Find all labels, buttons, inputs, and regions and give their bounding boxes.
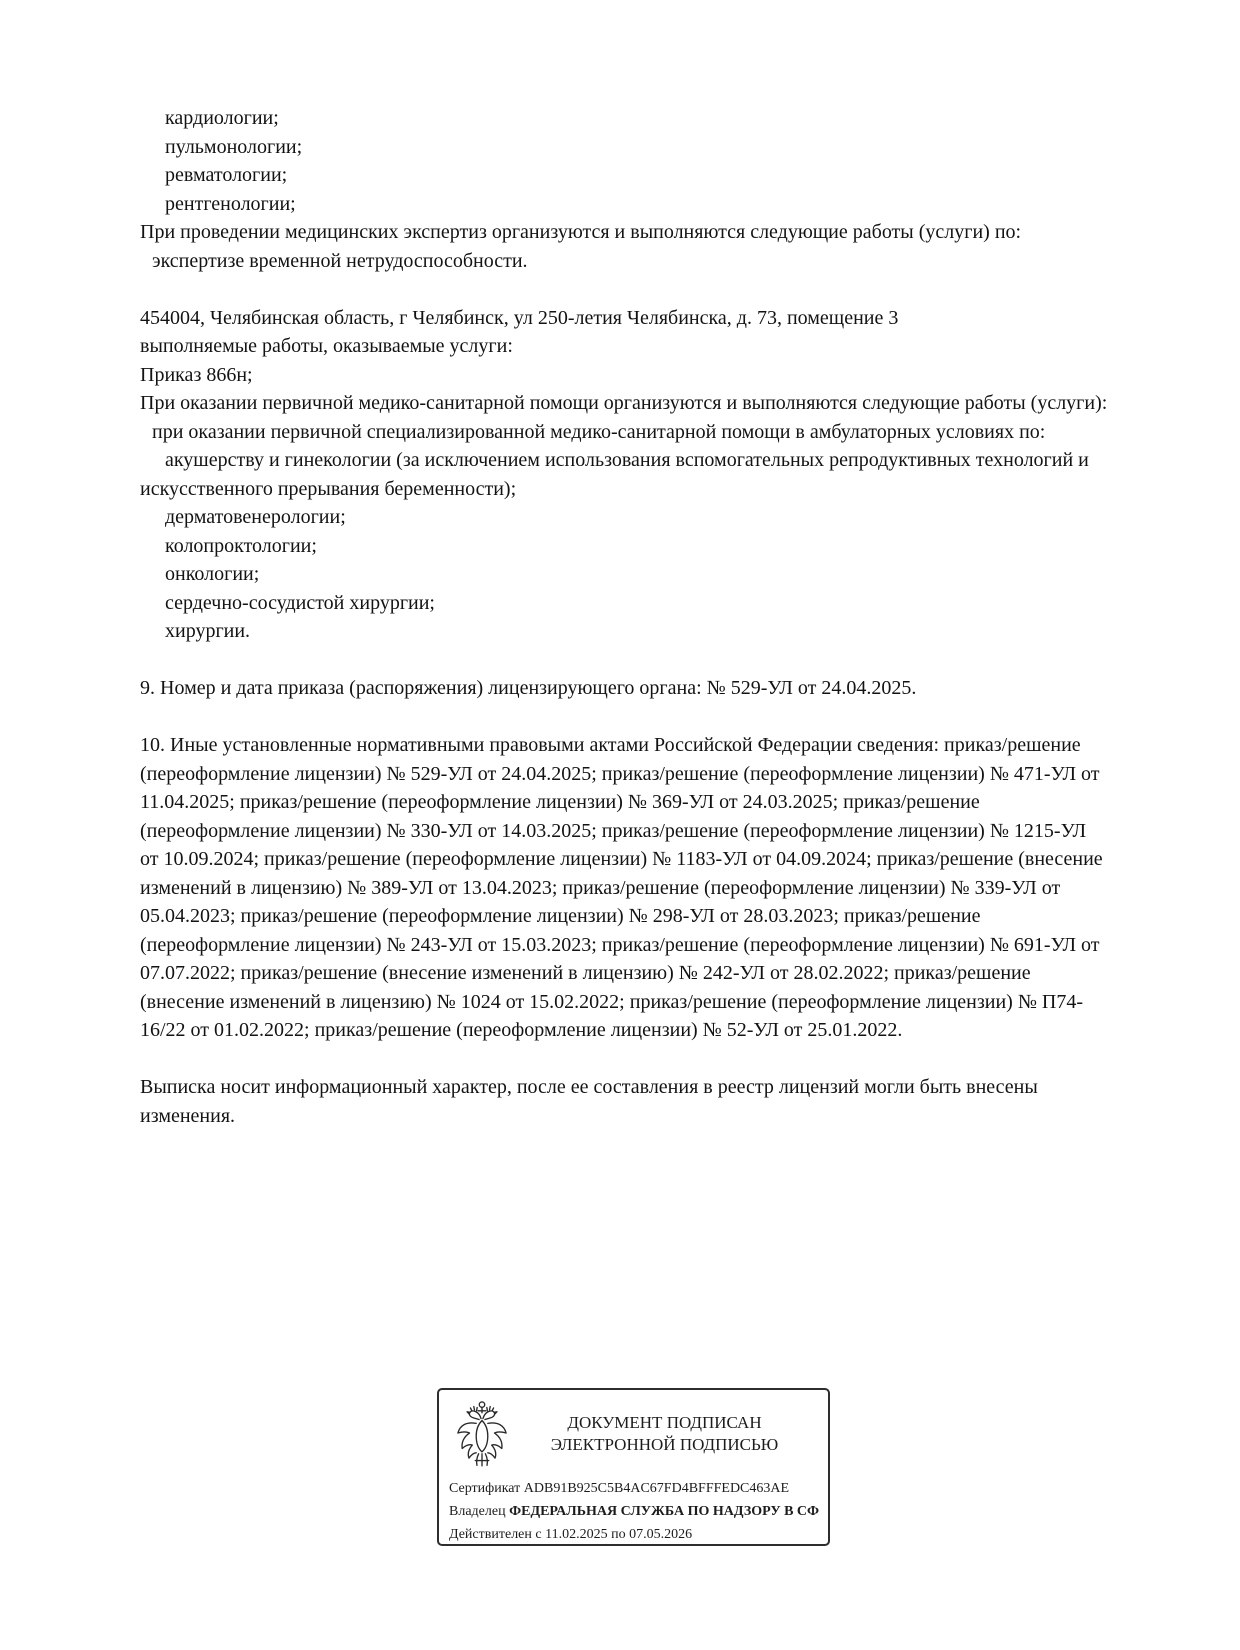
address-line: 454004, Челябинская область, г Челябинск, ул 250-летия Челябинска, д. 73, помещение 3 bbox=[140, 306, 899, 329]
stamp-title-line2: ЭЛЕКТРОННОЙ ПОДПИСЬЮ bbox=[550, 1435, 779, 1454]
specialty-item-surgery: хирургии. bbox=[165, 620, 251, 642]
blank-line bbox=[140, 703, 1108, 732]
document-body bbox=[140, 104, 1108, 1130]
double-headed-eagle-icon bbox=[453, 1398, 511, 1470]
validity-line: Действителен с 11.02.2025 по 07.05.2026 bbox=[449, 1527, 693, 1542]
specialty-item-cardiovascular-surgery: сердечно-сосудистой хирургии; bbox=[165, 591, 435, 614]
specialty-item-pulmonology: пульмонологии; bbox=[165, 135, 303, 158]
stamp-details bbox=[439, 1472, 828, 1546]
specialty-item-cardiology: кардиологии; bbox=[165, 107, 279, 129]
owner-value: ФЕДЕРАЛЬНАЯ СЛУЖБА ПО НАДЗОРУ В СФ bbox=[509, 1504, 820, 1519]
specialty-item-rheumatology: ревматологии; bbox=[165, 164, 288, 186]
order-866n-line: Приказ 866н; bbox=[140, 363, 253, 386]
stamp-title-line1: ДОКУМЕНТ ПОДПИСАН bbox=[567, 1413, 762, 1432]
stamp-header bbox=[439, 1390, 828, 1472]
specialty-item-coloproctology: колопроктологии; bbox=[165, 534, 317, 557]
blank-line bbox=[140, 646, 1108, 675]
certificate-label: Сертификат bbox=[449, 1481, 521, 1496]
blank-line bbox=[140, 275, 1108, 304]
disclaimer-paragraph: Выписка носит информационный характер, после ее составления в реестр лицензий могли быть внесены изменения. bbox=[140, 1076, 1038, 1127]
specialty-item-obstetrics-gynecology: акушерству и гинекологии (за исключением использования вспомогательных репродуктивных технологий и искусственного прерывания беременности); bbox=[140, 449, 1089, 500]
section-10-other-information-paragraph: 10. Иные установленные нормативными правовыми актами Российской Федерации сведения: приказ/решение (переоформление лицензии) № 529-УЛ от 24.04.2025; приказ/решение (переоформление лицензии) № 471-УЛ от 11.04.2025; приказ/решение (переоформление лицензии) № 369-УЛ от 24.03.2025; приказ/решение (переоформление лицензии) № 330-УЛ от 14.03.2025; приказ/решение (переоформление лицензии) № 1215-УЛ от 10.09.2024; приказ/решение (переоформление лицензии) № 1183-УЛ от 04.09.2024; приказ/решение (внесение изменений в лицензию) № 389-УЛ от 13.04.2023; приказ/решение (переоформление лицензии) № 339-УЛ от 05.04.2023; приказ/решение (переоформление лицензии) № 298-УЛ от 28.03.2023; приказ/решение (переоформление лицензии) № 243-УЛ от 15.03.2023; приказ/решение (переоформление лицензии) № 691-УЛ от 07.07.2022; приказ/решение (внесение изменений в лицензию) № 242-УЛ от 28.02.2022; приказ/решение (внесение изменений в лицензию) № 1024 от 15.02.2022; приказ/решение (переоформление лицензии) № П74-16/22 от 01.02.2022; приказ/решение (переоформление лицензии) № 52-УЛ от 25.01.2022. bbox=[140, 734, 1103, 1041]
specialty-item-oncology: онкологии; bbox=[165, 563, 260, 585]
section-9-order-number-line: 9. Номер и дата приказа (распоряжения) лицензирующего органа: № 529-УЛ от 24.04.2025. bbox=[140, 677, 917, 699]
specialty-item-dermatovenerology: дерматовенерологии; bbox=[165, 506, 346, 528]
paragraph-medical-expertise-intro: При проведении медицинских экспертиз организуются и выполняются следующие работы (услуги) по: bbox=[140, 221, 1022, 243]
electronic-signature-stamp bbox=[437, 1388, 830, 1546]
owner-label: Владелец bbox=[449, 1504, 506, 1519]
paragraph-specialized-outpatient-care: при оказании первичной специализированной медико-санитарной помощи в амбулаторных условиях по: bbox=[152, 420, 1046, 443]
stamp-title bbox=[511, 1412, 818, 1456]
certificate-line bbox=[449, 1477, 826, 1500]
paragraph-primary-care-intro: При оказании первичной медико-санитарной помощи организуются и выполняются следующие работы (услуги): bbox=[140, 392, 1108, 414]
works-services-label: выполняемые работы, оказываемые услуги: bbox=[140, 335, 513, 357]
specialty-item-radiology: рентгенологии; bbox=[165, 192, 296, 215]
certificate-value: ADB91B925C5B4AC67FD4BFFFEDC463AE bbox=[523, 1481, 790, 1496]
expertise-item-temporary-disability: экспертизе временной нетрудоспособности. bbox=[152, 249, 528, 272]
blank-line bbox=[140, 1045, 1108, 1074]
owner-line bbox=[449, 1500, 826, 1523]
